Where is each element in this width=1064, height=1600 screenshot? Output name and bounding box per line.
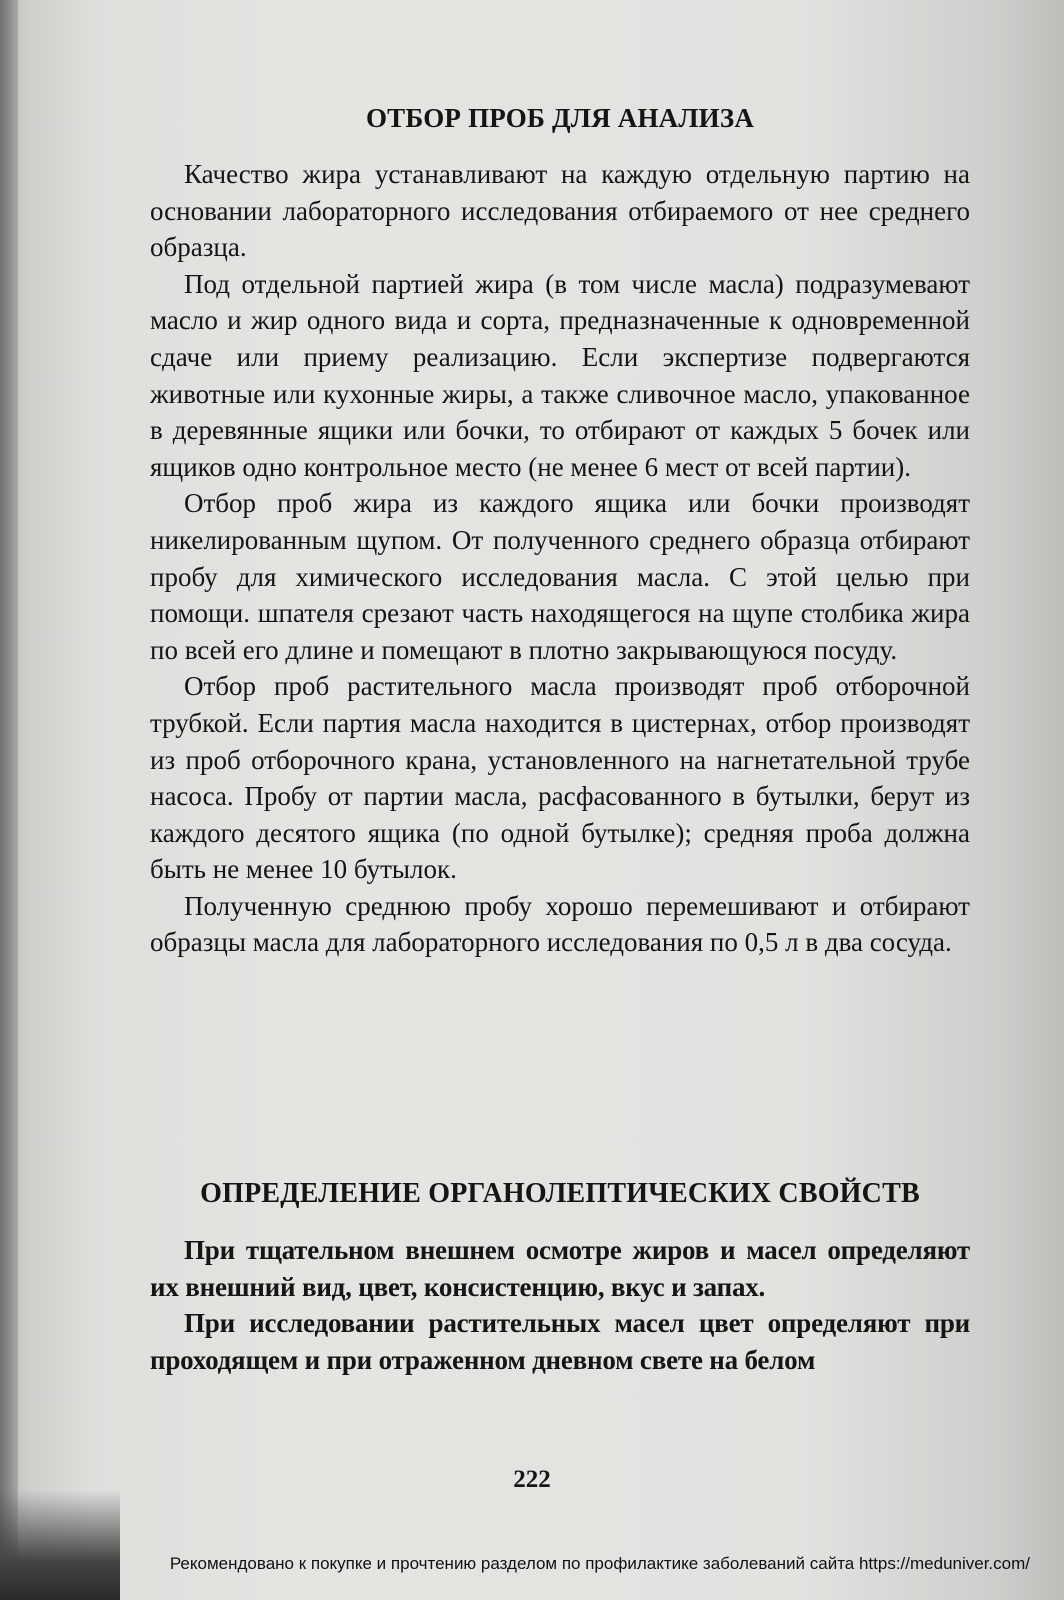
paragraph: Отбор проб растительного масла производят проб отборочной трубкой. Если партия масла находится в цистернах, отбор производят из проб отборочного крана, установленного на нагнетательной трубе насоса. Пробу от партии масла, расфасованного в бутылки, берут из каждого десятого ящика (по одной бутылке); средняя проба должна быть не менее 10 бутылок. bbox=[150, 671, 970, 885]
section-sampling bbox=[150, 100, 970, 961]
page-number: 222 bbox=[513, 1466, 551, 1493]
paragraph: Качество жира устанавливают на каждую отдельную партию на основании лабораторного исследования отбираемого от нее среднего образца. bbox=[150, 159, 970, 263]
paragraph: Отбор проб жира из каждого ящика или бочки производят никелированным щупом. От полученного среднего образца отбирают пробу для химического исследования масла. С этой целью при помощи. шпателя срезают часть находящегося на щупе столбика жира по всей его длине и помещают в плотно закрывающуюся посуду. bbox=[150, 488, 970, 665]
paragraph: Полученную среднюю пробу хорошо перемешивают и отбирают образцы масла для лабораторного исследования по 0,5 л в два сосуда. bbox=[150, 890, 970, 958]
footer-recommendation: Рекомендовано к покупке и прочтению разделом по профилактике заболеваний сайта https://meduniver.com/ bbox=[169, 1554, 1030, 1573]
heading-sampling: ОТБОР ПРОБ ДЛЯ АНАЛИЗА bbox=[365, 103, 755, 133]
heading-organoleptic: ОПРЕДЕЛЕНИЕ ОРГАНОЛЕПТИЧЕСКИХ СВОЙСТВ bbox=[200, 1178, 920, 1209]
section-organoleptic bbox=[150, 1175, 970, 1378]
paragraph: Под отдельной партией жира (в том числе масла) подразумевают масло и жир одного вида и сорта, предназначенные к одновременной сдаче или приему реализацию. Если экспертизе подвергаются животные или кухонные жиры, а также сливочное масло, упакованное в деревянные ящики или бочки, то отбирают от каждых 5 бочек или ящиков одно контрольное место (не менее 6 мест от всей партии). bbox=[150, 268, 970, 482]
book-gutter-shadow bbox=[0, 0, 18, 1600]
paragraph: При исследовании растительных масел цвет определяют при проходящем и при отраженном дневном свете на белом bbox=[150, 1308, 970, 1375]
paragraph: При тщательном внешнем осмотре жиров и масел определяют их внешний вид, цвет, консистенцию, вкус и запах. bbox=[150, 1235, 970, 1302]
scan-dark-corner bbox=[0, 1490, 120, 1600]
